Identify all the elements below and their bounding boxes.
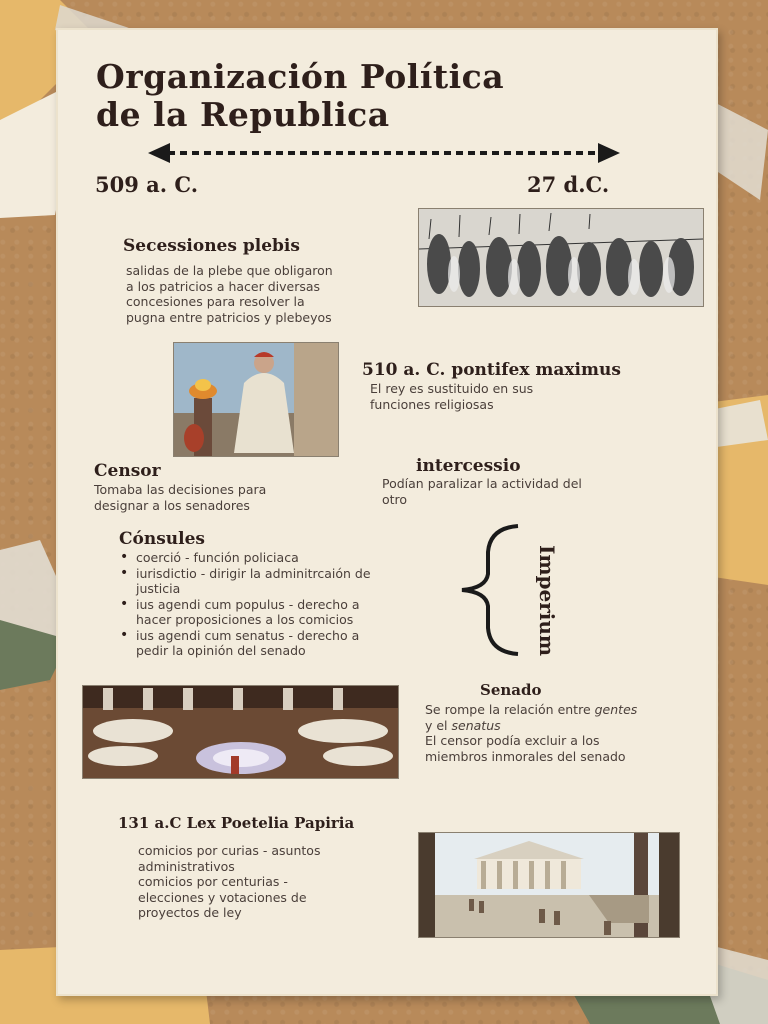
pontifex-painting-image: [173, 342, 339, 457]
curly-brace-icon: [456, 522, 522, 658]
imperium-label: Imperium: [535, 545, 559, 657]
list-item: • ius agendi cum senatus - derecho a pedir la opinión del senado: [116, 628, 466, 659]
forum-scene-image: [418, 832, 680, 938]
page-title: Organización Política de la Republica: [96, 57, 505, 134]
censor-heading: Censor: [94, 461, 161, 481]
crowd-engraving-image: [418, 208, 704, 307]
consules-heading: Cónsules: [119, 529, 206, 549]
intercessio-heading: intercessio: [416, 456, 521, 476]
timeline-arrow: [146, 140, 622, 166]
list-item: • ius agendi cum populus - derecho a hacer proposiciones a los comicios: [116, 597, 466, 628]
list-item: • coerció - función policiaca: [116, 550, 466, 566]
secessiones-text: salidas de la plebe que obligaron a los patricios a hacer diversas concesiones para resolver la pugna entre patricios y plebeyos: [126, 263, 333, 325]
secessiones-heading: Secessiones plebis: [123, 236, 300, 256]
list-item: • iurisdictio - dirigir la adminitrcaión de justicia: [116, 566, 466, 597]
lex-heading: 131 a.C Lex Poetelia Papiria: [118, 814, 355, 832]
intercessio-text: Podían paralizar la actividad del otro: [382, 476, 582, 507]
pontifex-text: El rey es sustituido en sus funciones religiosas: [370, 381, 534, 412]
senado-heading: Senado: [480, 681, 542, 699]
pontifex-heading: 510 a. C. pontifex maximus: [362, 360, 621, 380]
senate-chamber-image: [82, 685, 399, 779]
year-end: 27 d.C.: [527, 172, 610, 197]
consules-list: [116, 550, 466, 659]
senado-text: Se rompe la relación entre gentes y el senatus El censor podía excluir a los miembros inmorales del senado: [425, 702, 638, 764]
censor-text: Tomaba las decisiones para designar a los senadores: [94, 482, 267, 513]
year-start: 509 a. C.: [95, 172, 199, 197]
lex-text: comicios por curias - asuntos administrativos comicios por centurias - elecciones y votaciones de proyectos de ley: [138, 843, 321, 920]
